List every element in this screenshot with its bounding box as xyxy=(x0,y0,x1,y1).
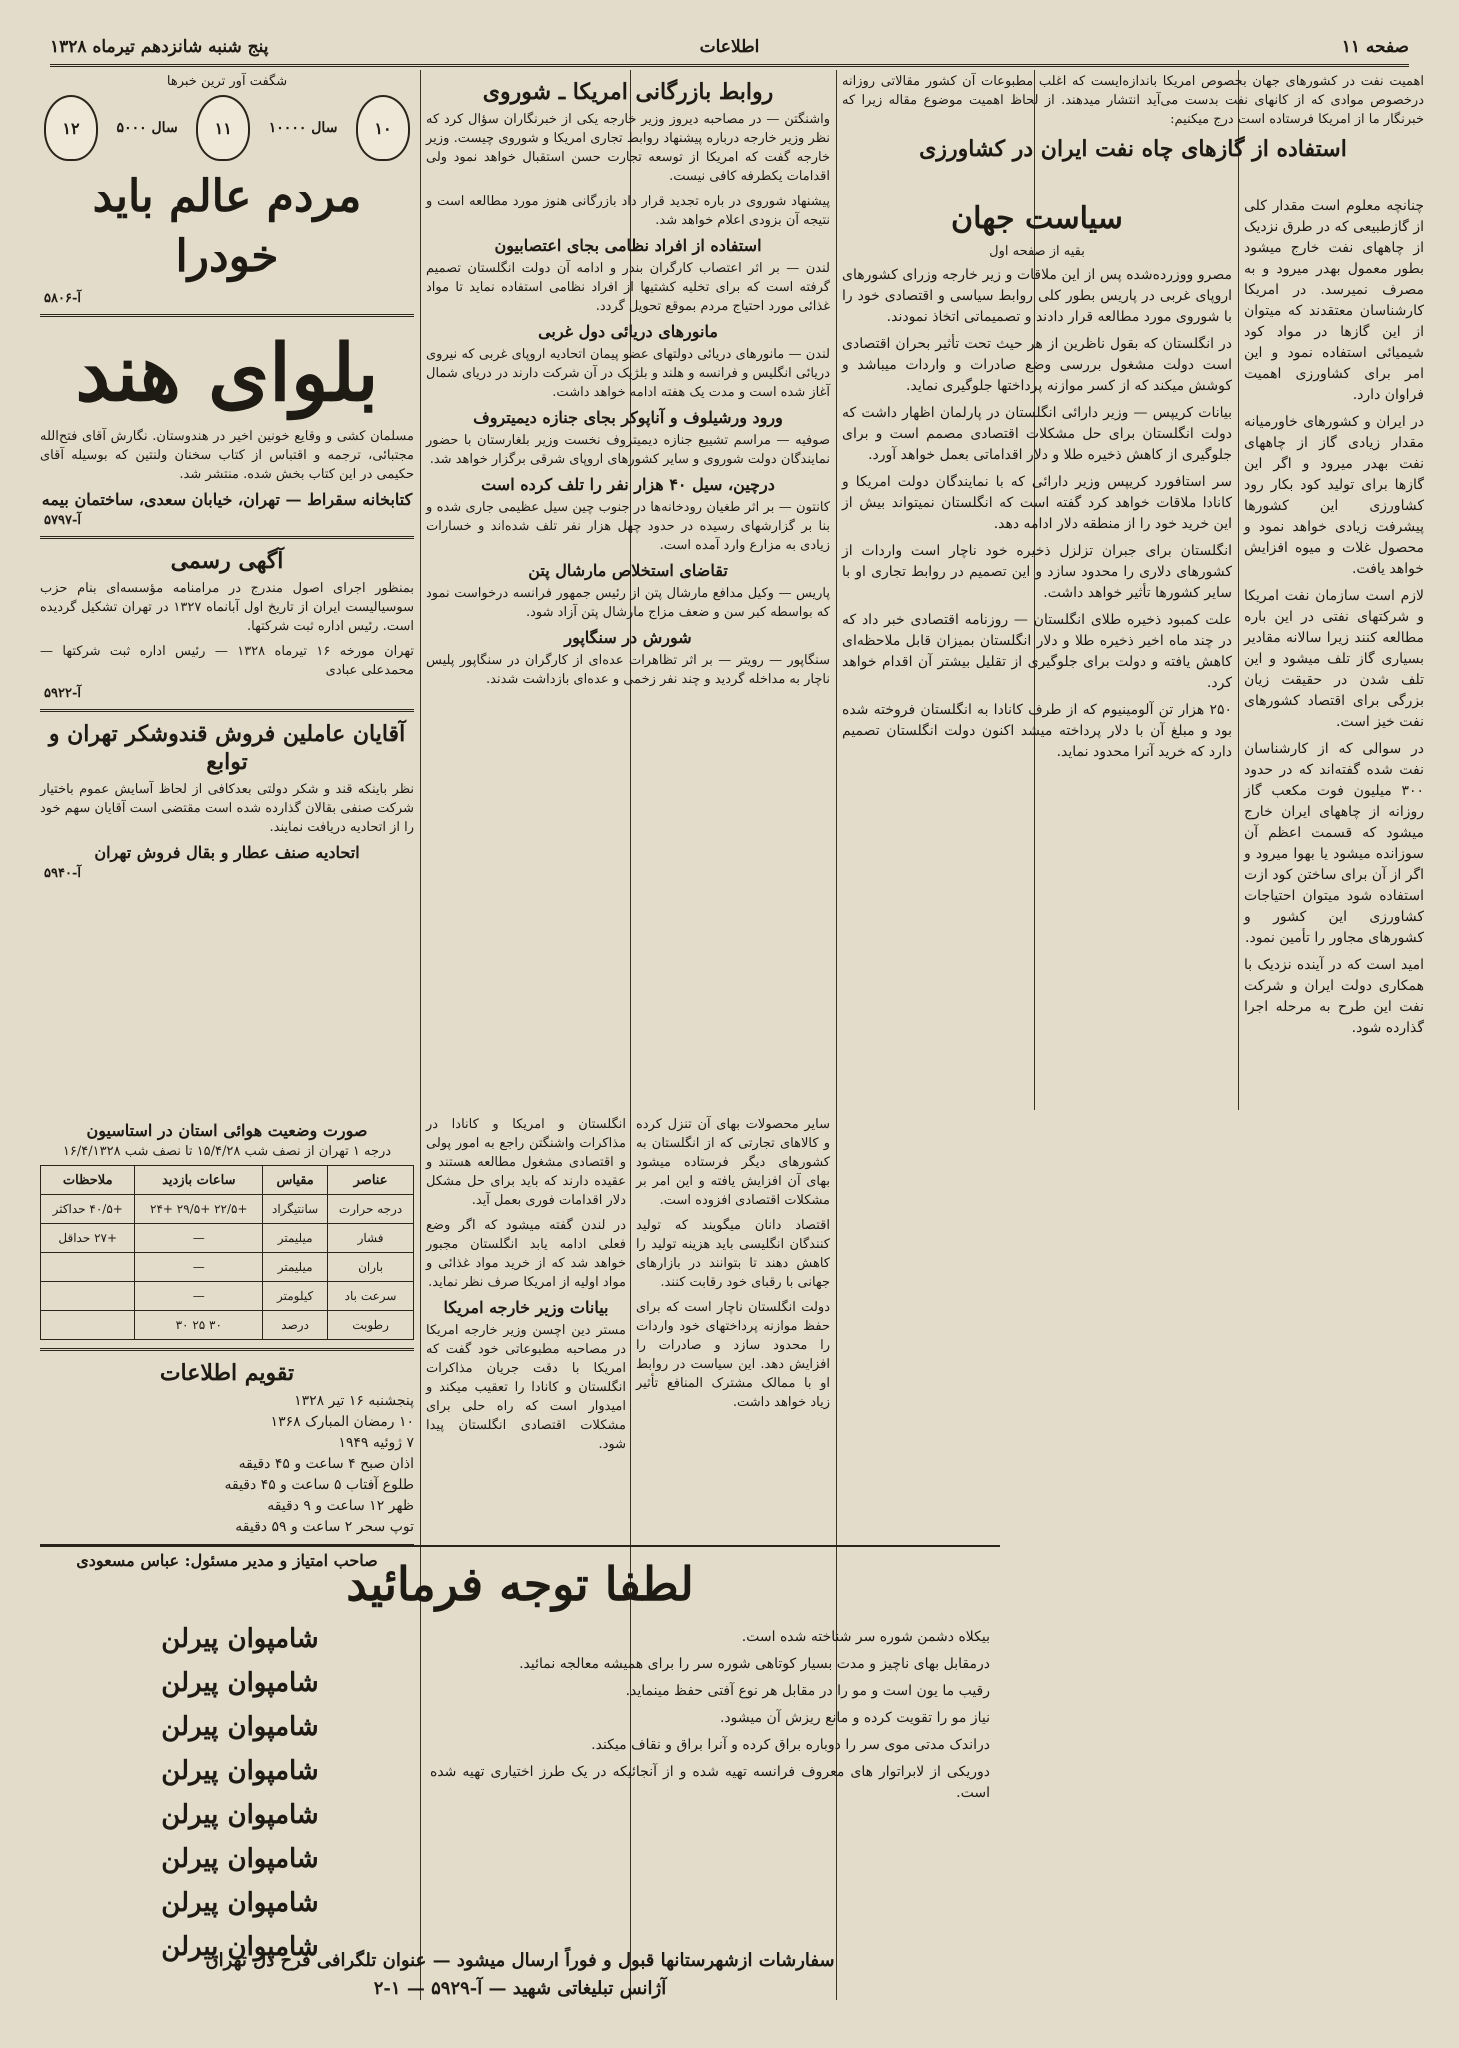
weather-cell: فشار xyxy=(328,1224,414,1253)
calendar-title: تقویم اطلاعات xyxy=(159,1360,295,1386)
world-politics-para: انگلستان برای جبران تزلزل ذخیره خود ناچار است واردات از کشورهای دلاری را محدود سازد و این تصمیم در روابط تجاری او با سایر کشورها تأثیر خواهد داشت. xyxy=(842,543,1232,601)
gas-article-head xyxy=(842,72,1424,192)
singapore-subhead: شورش در سنگاپور xyxy=(564,628,692,647)
face-figure: ۱۰ xyxy=(356,95,410,161)
weather-row xyxy=(41,1224,414,1253)
economy-para: سایر محصولات بهای آن تنزل کرده و کالاهای تجارتی که از انگلستان به کشورهای دیگر فرستاده میشود بهای آن افزایش یافته و این امر بر مشکلات اقتصادی افزوده است. xyxy=(636,1117,830,1208)
weather-row xyxy=(41,1253,414,1282)
weather-cell: — xyxy=(135,1224,263,1253)
shampoo-ad-footer-line: آژانس تبلیغاتی شهید — آ-۵۹۲۹ — ۱-۲ xyxy=(373,1978,667,1999)
weather-title: صورت وضعیت هوائی استان در استاسیون xyxy=(86,1121,368,1140)
shampoo-brand-label: شامپوان پیرلن xyxy=(161,1800,319,1830)
shampoo-ad-para: درمقابل بهای ناچیز و مدت بسیار کوتاهی شوره سر را برای همیشه معالجه نمائید. xyxy=(519,1656,990,1672)
world-politics-para: بیانات کریپس — وزیر دارائی انگلستان در پارلمان اظهار داشت که دولت انگلستان برای حل مشکلات اقتصادی مصمم است و برای جلوگیری از کاهش ذخیره طلا و دلار اقداماتی بعمل خواهد آورد. xyxy=(842,405,1232,463)
ad2-title: بلوای هند xyxy=(75,328,379,419)
economy-para: دولت انگلستان ناچار است که برای حفظ موازنه پرداختهای خود واردات را محدود سازد و صادرات را افزایش دهد. این سیاست در روابط او با ممالک مشترک المنافع تأثیر زیاد خواهد داشت. xyxy=(636,1300,830,1410)
us-soviet-para: پیشنهاد شوروی در باره تجدید قرار داد بازرگانی هنوز مورد مطالعه است و نتیجه آن بزودی اعلام خواهد شد. xyxy=(426,194,830,228)
shampoo-brand-label: شامپوان پیرلن xyxy=(161,1888,319,1918)
singapore-text: سنگاپور — رویتر — بر اثر تظاهرات عده‌ای از کارگران در سنگاپور پلیس ناچار به مداخله گردید و چند نفر زخمی و عده‌ای بازداشت شدند. xyxy=(426,653,830,687)
weather-row xyxy=(41,1311,414,1340)
ad3-code: آ-۵۹۲۲ xyxy=(44,686,81,701)
shampoo-brand-label: شامپوان پیرلن xyxy=(161,1844,319,1874)
economy-article-a xyxy=(636,1115,830,1515)
calendar-row: طلوع آفتاب ۵ ساعت و ۴۵ دقیقه xyxy=(224,1477,414,1493)
us-soviet-para: واشنگتن — در مصاحبه دیروز وزیر خارجه یکی از خبرنگاران سؤال کرد که نظر وزیر خارجه درباره پیشنهاد روابط تجاری امریکا و شوروی چیست. وزیر خارجه گفت که امریکا از توسعه تجارت حسن استقبال خواهد نمود ولی اقدامات یکطرفه کافی نیست. xyxy=(426,112,830,184)
dimitrov-text: صوفیه — مراسم تشییع جنازه دیمیتروف نخست وزیر بلغارستان با حضور نمایندگان دولت شوروی و سایر کشورهای اروپای شرقی برگزار خواهد شد. xyxy=(426,433,830,467)
gas-article-para: در سوالی که از کارشناسان نفت شده گفته‌اند که در حدود ۳۰۰ میلیون فوت مکعب گاز روزانه از چاههای ایران خارج میشود که قسمت اعظم آن سوزانده میشود یا بهوا میرود و اگر از آن برای ساختن کود ازت استفاده شود میتوان احتیاجات کشاورزی این کشور و کشورهای مجاور را تأمین نمود. xyxy=(1244,741,1424,946)
gas-article-para: امید است که در آینده نزدیک با همکاری دولت ایران و شرکت نفت این طرح به مرحله اجرا گذارده شود. xyxy=(1244,957,1424,1036)
weather-cell: درجه حرارت xyxy=(328,1195,414,1224)
calendar-row: ۷ ژوئیه ۱۹۴۹ xyxy=(338,1435,414,1451)
strike-text: لندن — بر اثر اعتصاب کارگران بندر و ادامه آن دولت انگلستان تصمیم گرفته است که برای تخلیه کشتیها از افراد نظامی استفاده نماید تا مواد غذائی مورد احتیاج مردم بموقع تحویل گردد. xyxy=(426,261,830,314)
gas-article-intro: اهمیت نفت در کشورهای جهان بخصوص امریکا باندازه‌ایست که اغلب مطبوعات آن کشور مقالاتی روزانه درخصوص موادی که از کانهای نفت بدست می‌آید انتشار میدهند. از لحاظ اهمیت موضوع مقاله زیرا که خبرنگار ما از امریکا فرستاده است درج میکنیم: xyxy=(842,74,1424,127)
ad4-sign: اتحادیه صنف عطار و بقال فروش تهران xyxy=(94,843,360,862)
weather-cell: سرعت باد xyxy=(328,1282,414,1311)
weather-cell: +۴۰/۵ حداکثر xyxy=(41,1195,135,1224)
weather-cell: میلیمتر xyxy=(263,1224,328,1253)
top-label: شگفت آور ترین خبرها xyxy=(166,74,288,89)
us-soviet-trade-article xyxy=(426,72,830,1112)
china-flood-subhead: درچین، سیل ۴۰ هزار نفر را تلف کرده است xyxy=(481,475,775,494)
shampoo-brand-label: شامپوان پیرلن xyxy=(161,1932,319,1962)
shampoo-ad-para: دوریکی از لابراتوار های معروف فرانسه تهیه شده و از آنجائیکه در یک طرز اختیاری تهیه شده است. xyxy=(430,1764,990,1801)
page-label: صفحه ۱۱ xyxy=(1341,37,1409,57)
weather-cell: — xyxy=(135,1253,263,1282)
ad1-code: آ-۵۸۰۶ xyxy=(44,291,81,306)
face-figure: ۱۲ xyxy=(44,95,98,161)
shampoo-brand-label: شامپوان پیرلن xyxy=(161,1712,319,1742)
calendar-row: ۱۰ رمضان المبارک ۱۳۶۸ xyxy=(270,1414,414,1430)
world-politics-para: علت کمبود ذخیره طلای انگلستان — روزنامه اقتصادی خبر داد که در چند ماه اخیر ذخیره طلا و دلار انگلستان بمیزان قابل ملاحظه‌ای کاهش یافته و دولت برای جلوگیری از تقلیل بیشتر آن اقدام خواهد کرد. xyxy=(842,612,1232,691)
acheson-subhead: بیانات وزیر خارجه امریکا xyxy=(443,1298,609,1317)
world-politics-para: ۲۵۰ هزار تن آلومینیوم که از طرف کانادا به انگلستان فروخته شده بود و مبلغ آن با دلار پرداخته میشد اکنون دولت انگلستان تصمیم دارد که خرید آنرا محدود نماید. xyxy=(842,702,1232,760)
shampoo-brand-label: شامپوان پیرلن xyxy=(161,1668,319,1698)
weather-col-header: ملاحظات xyxy=(41,1166,135,1195)
naval-subhead: مانورهای دریائی دول غربی xyxy=(538,322,718,341)
shampoo-ad-footer xyxy=(50,1947,990,2003)
petain-text: پاریس — وکیل مدافع مارشال پتن از رئیس جمهور فرانسه درخواست نمود که بواسطه کبر سن و ضعف مزاج مارشال پتن آزاد شود. xyxy=(426,586,830,620)
shampoo-ad-para: رقیب ما یون است و مو را در مقابل هر نوع آفتی حفظ مینماید. xyxy=(625,1683,990,1699)
ad4-text: نظر باینکه قند و شکر دولتی بعدکافی از لحاظ آسایش عموم باختیار شرکت صنفی بقالان گذارده شده است مقتضی است آقایان سهم خود را از اتحادیه دریافت نمایند. xyxy=(40,782,414,835)
ad3-text: بمنظور اجرای اصول مندرج در مرامنامه مؤسسه‌ای بنام حزب سوسیالیست ایران از تاریخ اول آبانماه ۱۳۲۷ در تهران تشکیل گردیده است. رئیس اداره ثبت شرکتها. xyxy=(40,581,414,634)
calendar-row: اذان صبح ۴ ساعت و ۴۵ دقیقه xyxy=(238,1456,414,1472)
weather-cell: +۲۲/۵ +۲۹/۵ +۲۴ xyxy=(135,1195,263,1224)
strike-subhead: استفاده از افراد نظامی بجای اعتصابیون xyxy=(494,236,762,255)
masthead xyxy=(50,30,1409,67)
calendar-row: ظهر ۱۲ ساعت و ۹ دقیقه xyxy=(267,1498,414,1514)
weather-col-header: مقیاس xyxy=(263,1166,328,1195)
ad2-text: مسلمان کشی و وقایع خونین اخیر در هندوستان. نگارش آقای فتح‌الله مجتبائی، ترجمه و اقتباس از کتاب سخنان ولنتین که بوسیله آقای حکیمی در این کتاب بخش شده. منتشر شد. xyxy=(40,429,414,482)
calendar-row: توپ سحر ۲ ساعت و ۵۹ دقیقه xyxy=(235,1519,414,1535)
economy-para: در لندن گفته میشود که اگر وضع فعلی ادامه یابد انگلستان مجبور خواهد شد که از خرید مواد غذائی و مواد اولیه از امریکا صرف نظر نماید. xyxy=(426,1218,626,1290)
economy-article-b xyxy=(426,1115,626,1515)
weather-calendar xyxy=(40,1115,414,1570)
world-politics-para: مصرو ووزرده‌شده پس از این ملاقات و زیر خارجه وزرای کشورهای اروپای غربی در پاریس بطور کلی روابط سیاسی و اقتصادی خود را با شوروی مورد مطالعه قرار دادند و تصمیماتی اتخاذ نمودند. xyxy=(842,267,1232,325)
gas-article-para: لازم است سازمان نفت امریکا و شرکتهای نفتی در این باره مطالعه کنند زیرا سالانه مقادیر بسیاری گاز تلف میشود و این تلف شدن در حقیقت زیان بزرگی برای اقتصاد کشورهای نفت خیز است. xyxy=(1244,588,1424,730)
petain-subhead: تقاضای استخلاص مارشال پتن xyxy=(528,561,728,580)
gas-article-para: چنانچه معلوم است مقدار کلی از گازطبیعی که در طرق نزدیک از چاههای نفت خارج میشود بطور معمول بهدر میرود و به مصرف نمیرسد. در امریکا کارشناسان معتقدند که میتوان از این گازها در مواد کود شیمیائی استفاده نمود و این امر برای کشاورزی اهمیت فراوان دارد. xyxy=(1244,198,1424,403)
shampoo-ad-title: لطفا توجه فرمائید xyxy=(346,1557,694,1611)
weather-cell: ۳۰ ۲۵ ۳۰ xyxy=(135,1311,263,1340)
face-figure: ۱۱ xyxy=(196,95,250,161)
face-caption: ۱۰۰۰۰ سال xyxy=(268,120,338,136)
economy-para: انگلستان و امریکا و کانادا در مذاکرات واشنگتن راجع به امور پولی و اقتصادی مشغول مطالعه هستند و عقیده دارند که باید برای حل مشکل دلار اقدامات فوری بعمل آید. xyxy=(426,1117,626,1208)
weather-cell xyxy=(41,1253,135,1282)
shampoo-ad xyxy=(40,1545,1000,2017)
weather-cell: — xyxy=(135,1282,263,1311)
world-politics-para: سر استافورد کریپس وزیر دارائی که با نمایندگان دولت امریکا و کانادا ملاقات خواهد کرد گفته است که انگلستان نمیتواند بیش از این خرید خود را از منطقه دلار ادامه دهد. xyxy=(842,474,1232,532)
weather-cell: باران xyxy=(328,1253,414,1282)
weather-col-header: ساعات بازدید xyxy=(135,1166,263,1195)
weather-cell: کیلومتر xyxy=(263,1282,328,1311)
shampoo-ad-para: بیکلاه دشمن شوره سر شناخته شده است. xyxy=(741,1629,990,1645)
shampoo-brand-label: شامپوان پیرلن xyxy=(161,1624,319,1654)
world-politics-byline: بقیه از صفحه اول xyxy=(989,244,1085,259)
acheson-text: مستر دین اچسن وزیر خارجه امریکا در مصاحبه مطبوعاتی خود گفت که امریکا با دقت جریان مذاکرات انگلستان و کانادا را تعقیب میکند و امیدوار است که راه حلی برای مشکلات اقتصادی انگلستان پیدا شود. xyxy=(426,1323,626,1452)
weather-table xyxy=(40,1165,414,1340)
faces-illustration xyxy=(44,95,410,161)
weather-cell: رطوبت xyxy=(328,1311,414,1340)
weather-row xyxy=(41,1195,414,1224)
ad3-sign: تهران مورخه ۱۶ تیرماه ۱۳۲۸ — رئیس اداره ثبت شرکتها — محمدعلی عبادی xyxy=(40,644,415,678)
shampoo-ad-para: دراندک مدتی موی سر را دوباره براق کرده و آنرا براق و نقاف میکند. xyxy=(591,1737,990,1753)
china-flood-text: کانتون — بر اثر طغیان رودخانه‌ها در جنوب چین سیل عظیمی جاری شده و بنا بر گزارشهای رسیده در حدود چهل هزار نفر تلف شده‌اند و خسارات زیادی به مزارع وارد آمده است. xyxy=(426,500,830,553)
shampoo-ad-text xyxy=(430,1627,990,1810)
ad2-code: آ-۵۷۹۷ xyxy=(44,513,81,528)
column-rule xyxy=(1238,70,1239,1110)
paper-name: اطلاعات xyxy=(699,37,760,57)
ad4-code: آ-۵۹۴۰ xyxy=(44,866,81,881)
weather-cell: میلیمتر xyxy=(263,1253,328,1282)
weather-cell: درصد xyxy=(263,1311,328,1340)
shampoo-ad-footer-line: سفارشات ازشهرستانها قبول و فوراً ارسال میشود — عنوان تلگرافی فرح دل تهران xyxy=(205,1950,835,1971)
economy-para: اقتصاد دانان میگویند که تولید کنندگان انگلیسی باید هزینه تولید را کاهش دهند تا بتوانند در بازارهای جهانی با رقبای خود رقابت کنند. xyxy=(636,1218,830,1290)
world-politics-headline: سیاست جهان xyxy=(951,201,1123,236)
issue-date: پنج شنبه شانزدهم تیرماه ۱۳۲۸ xyxy=(50,37,269,57)
weather-cell: سانتیگراد xyxy=(263,1195,328,1224)
calendar-row: پنجشنبه ۱۶ تیر ۱۳۲۸ xyxy=(294,1393,414,1409)
weather-row xyxy=(41,1282,414,1311)
shampoo-list xyxy=(50,1617,430,1969)
dimitrov-subhead: ورود ورشیلوف و آناپوکر بجای جنازه دیمیتروف xyxy=(473,408,783,427)
weather-subtitle: درجه ۱ تهران از نصف شب ۱۵/۴/۲۸ تا نصف شب ۱۶/۴/۱۳۲۸ xyxy=(62,1144,392,1159)
naval-text: لندن — مانورهای دریائی دولتهای عضو پیمان اتحادیه اروپای غربی که نیروی دریائی انگلیس و فرانسه و هلند و بلژیک در آن شرکت دارند در دریای شمال آغاز شده است و مدت یک هفته ادامه خواهد داشت. xyxy=(426,347,830,400)
ad3-title: آگهی رسمی xyxy=(170,548,284,574)
weather-col-header: عناصر xyxy=(328,1166,414,1195)
shampoo-brand-label: شامپوان پیرلن xyxy=(161,1756,319,1786)
ads-column xyxy=(40,72,414,1112)
us-soviet-headline: روابط بازرگانی امریکا ـ شوروی xyxy=(482,79,774,105)
weather-cell xyxy=(41,1282,135,1311)
ad1-title: مردم عالم باید خودرا xyxy=(92,171,362,282)
gas-article-headline: استفاده از گازهای چاه نفت ایران در کشاورزی xyxy=(919,136,1347,162)
weather-cell xyxy=(41,1311,135,1340)
shampoo-ad-para: نیاز مو را تقویت کرده و مانع ریزش آن میشود. xyxy=(719,1710,990,1726)
ad4-title: آقایان عاملین فروش قندوشکر تهران و توابع xyxy=(48,721,406,775)
owner-line: صاحب امتیاز و مدیر مسئول: عباس مسعودی xyxy=(76,1551,378,1570)
gas-article-body xyxy=(1244,196,1424,2046)
face-caption: ۵۰۰۰ سال xyxy=(116,120,178,136)
ad2-footer: کتابخانه سقراط — تهران، خیابان سعدی، ساختمان بیمه xyxy=(41,490,413,509)
world-politics-para: در انگلستان که بقول ناظرین از هر حیث تحت تأثیر بحران اقتصادی است دولت مشغول بررسی وضع صادرات و واردات میباشد و کوشش میکند که از کسر موازنه پرداختها جلوگیری نماید. xyxy=(842,336,1232,394)
gas-article-para: در ایران و کشورهای خاورمیانه مقدار زیادی گاز از چاههای نفت بهدر میرود و اگر این گازها برای تولید کود بکار رود کشاورزی این کشورها پیشرفت زیادی خواهد نمود و محصول غلات و میوه افزایش خواهد یافت. xyxy=(1244,414,1424,577)
weather-cell: +۲۷ حداقل xyxy=(41,1224,135,1253)
